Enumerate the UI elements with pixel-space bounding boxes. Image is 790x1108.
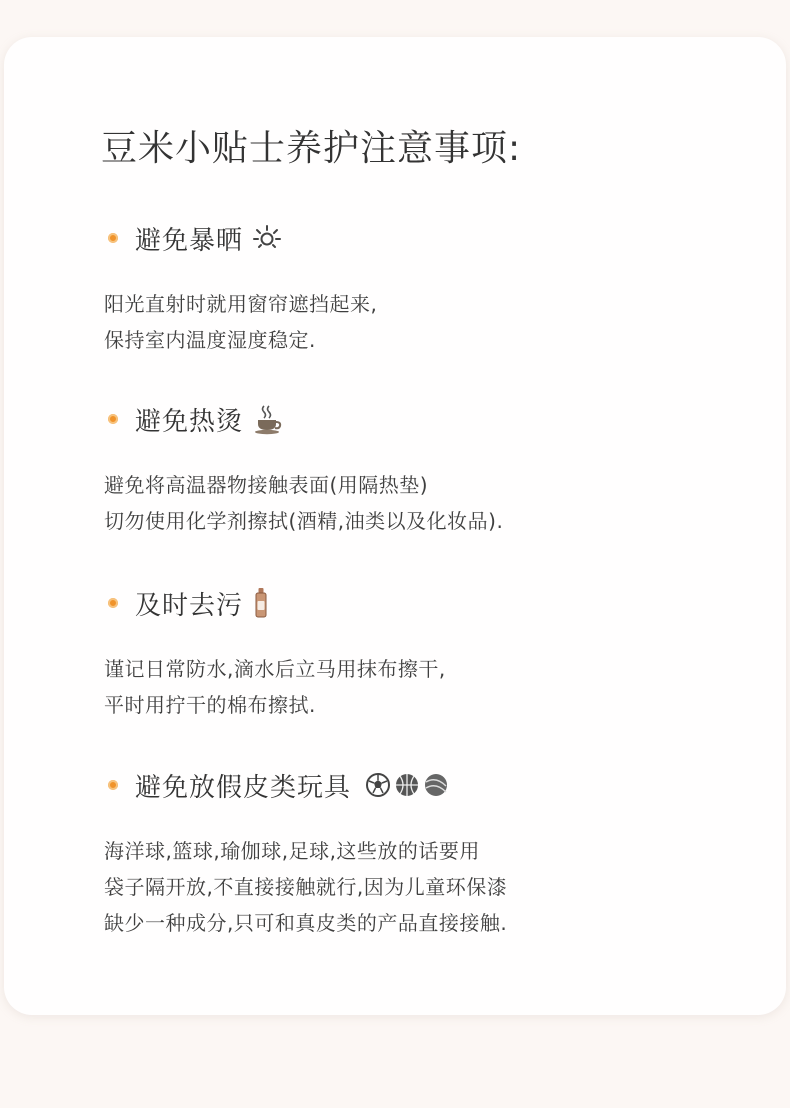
section-body [104, 651, 446, 723]
body-line: 阳光直射时就用窗帘遮挡起来, [104, 292, 378, 316]
body-line: 避免将高温器物接触表面(用隔热垫) [104, 473, 429, 497]
page-title: 豆米小贴士养护注意事项: [101, 128, 522, 169]
sun-icon [253, 224, 281, 252]
section-body [104, 467, 503, 539]
body-line: 保持室内温度湿度稳定. [104, 328, 316, 352]
bullet-dot [108, 780, 118, 790]
section-body [104, 286, 377, 358]
yoga-ball-icon [423, 772, 449, 798]
balls-icon [365, 772, 449, 798]
body-line: 切勿使用化学剂擦拭(酒精,油类以及化妆品). [104, 509, 504, 533]
section-avoid-sun [104, 218, 378, 358]
section-avoid-leather-toys [104, 765, 508, 941]
section-heading: 避免放假皮类玩具 [135, 772, 352, 803]
body-line: 谨记日常防水,滴水后立马用抹布擦干, [104, 657, 446, 681]
section-heading: 避免热烫 [135, 406, 244, 437]
body-line: 海洋球,篮球,瑜伽球,足球,这些放的话要用 [104, 839, 480, 863]
section-heading: 及时去污 [135, 590, 244, 621]
hot-drink-icon [253, 403, 283, 435]
section-heading: 避免暴晒 [135, 225, 244, 256]
bottle-icon [253, 587, 269, 619]
body-line: 平时用拧干的棉布擦拭. [104, 693, 316, 717]
basketball-icon [394, 772, 420, 798]
bullet-dot [108, 414, 118, 424]
section-body [104, 833, 507, 941]
section-avoid-heat [104, 399, 504, 539]
body-line: 袋子隔开放,不直接接触就行,因为儿童环保漆 [104, 875, 508, 899]
section-clean-promptly [104, 583, 446, 723]
bullet-dot [108, 233, 118, 243]
bullet-dot [108, 598, 118, 608]
body-line: 缺少一种成分,只可和真皮类的产品直接接触. [104, 911, 508, 935]
soccer-ball-icon [365, 772, 391, 798]
